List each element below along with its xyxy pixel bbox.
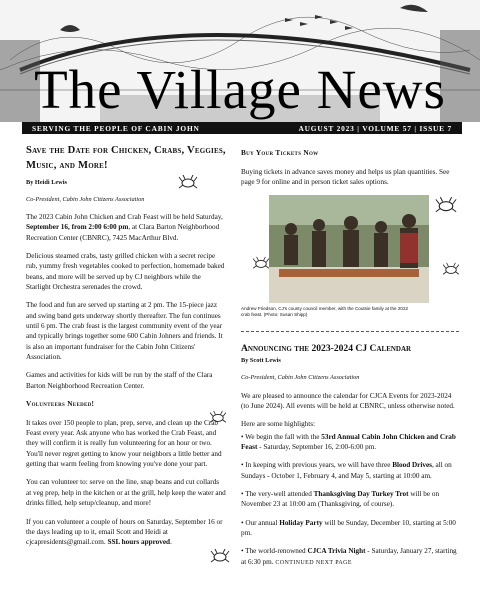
masthead-bar [22,122,462,134]
list-item: • In keeping with previous years, we will have three Blood Drives, all on Sundays - October 1, February 4, and May 5, starting at 10:00 am. [241,461,452,480]
divider [241,331,459,332]
list-item: • We begin the fall with the 53rd Annual Cabin John Chicken and Crab Feast - Saturday, September 16, 2:00-6:00 pm. [241,432,456,451]
photo-caption: Andrew Friedson, CJ's county council member, with the Coutsie family at the 2022 crab feast. (Photo: Susan Shipp) [241,306,409,318]
paragraph: The 2023 Cabin John Chicken and Crab Feast will be held Saturday, September 16, from 2:00 6:00 pm, at Clara Barton Neighborhood Recreation Center (CBNRC), 7425 MacArthur Blvd. [26,212,223,242]
list-item: • Our annual Holiday Party will be Sunday, December 10, starting at 5:00 pm. [241,518,456,538]
tickets-heading: Buy Your Tickets Now [241,148,319,157]
issue-info: AUGUST 2023 | VOLUME 57 | ISSUE 7 [298,124,452,133]
right-column [241,148,459,575]
paragraph: The food and fun are served up starting at 2 pm. The 15-piece jazz and swing band gets underway shortly thereafter. The fun continues until 6 pm. The crab feast is the largest community event of the year and typically brings together some 600 Cabin Johners and friends. It is also an important fundraiser for the Cabin John Citizens' Association. [26,301,223,362]
paragraph: We are pleased to announce the calendar for CJCA Events for 2023-2024 (to June 2024). All events will be held at CBNRC, unless otherwise noted. [241,391,455,410]
paragraph: Delicious steamed crabs, tasty grilled chicken with a secret recipe rub, yummy fresh vegetables cooked to perfection, homemade baked beans, and more will be served up by CJ neighbors while the Starlight Orchestra serenades the crowd. [26,251,225,291]
left-column [26,144,226,556]
continued-label: CONTINUED NEXT PAGE [275,559,352,566]
paragraph: It takes over 150 people to plan, prep, serve, and clean up the Crab Feast every year. Ask anyone who has worked the Crab Feast, and they will confirm it is really fun volunteering for an hour or two. You'll never regret getting to know your neighbors a little better and getting that warm feeling from knowing you've done your part. [26,418,222,469]
crab-feast-photo [269,195,429,303]
masthead-tagline: SERVING THE PEOPLE OF CABIN JOHN [32,124,200,133]
paragraph: If you can volunteer a couple of hours on Saturday, September 16 or the days leading up to it, email Scott and Heidi at cjcapresidents@gmail.com. SSL hours approved. [26,517,223,547]
byline: By Heidi Lewis [26,178,67,186]
author-role: Co-President, Cabin John Citizens Association [26,195,145,203]
newsletter-title: The Village News [34,59,446,120]
paragraph: Games and activities for kids will be run by the staff of the Clara Barton Neighborhood Recreation Center. [26,371,213,390]
highlights-label: Here are some highlights: [241,420,316,429]
list-item: • The very-well attended Thanksgiving Day Turkey Trot will be on November 23 at 10:00 am (Thanksgiving, of course). [241,490,440,509]
byline: By Scott Lewis [241,357,281,365]
list-item: • The world-renowned CJCA Trivia Night - Saturday, January 27, starting at 6:30 pm. CONTINUED NEXT PAGE [241,547,457,566]
photo-illustration [269,195,429,303]
calendar-headline: Announcing the 2023-2024 CJ Calendar [241,342,412,354]
highlights-list [241,432,459,568]
article-headline: Save the Date for Chicken, Crabs, Veggies, Music, and More! [26,145,226,171]
volunteers-heading: Volunteers Needed! [26,399,95,409]
paragraph: You can volunteer to: serve on the line, snap beans and cut collards at veg prep, help in the kitchen or at the grill, help keep the water and drinks filled, help setup/cleanup, and more! [26,478,226,508]
paragraph: Buying tickets in advance saves money and helps us plan quantities. See page 9 for online and in person ticket sales options. [241,167,450,186]
masthead [0,0,480,135]
author-role: Co-President, Cabin John Citizens Association [241,374,360,382]
